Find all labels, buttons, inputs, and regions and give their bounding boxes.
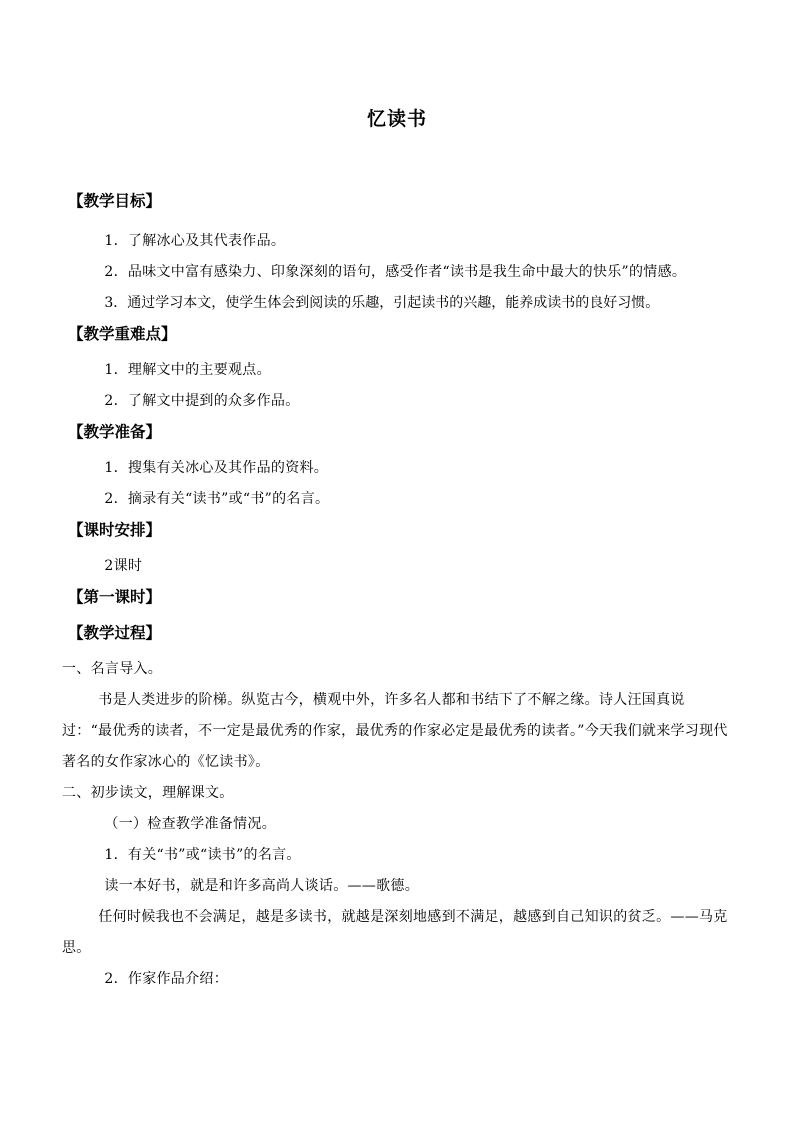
process-quote2: 任何时候我也不会满足，越是多读书，就越是深刻地感到不满足，越感到自己知识的贫乏。——马克思。 [62,909,728,956]
schedule-text: 2课时 [104,558,143,574]
section-heading-goals: 【教学目标】 [68,192,162,210]
key-point-item-1: 1．理解文中的主要观点。 [104,362,271,378]
section-heading-first-lesson: 【第一课时】 [68,588,162,606]
goal-item-3: 3．通过学习本文，使学生体会到阅读的乐趣，引起读书的兴趣，能养成读书的良好习惯。 [104,295,660,311]
section-heading-preparation: 【教学准备】 [68,423,162,441]
process-quote1: 读一本好书，就是和许多高尚人谈话。——歌德。 [104,878,419,894]
key-point-item-2: 2．了解文中提到的众多作品。 [104,393,300,409]
document-body [62,186,732,995]
preparation-item-1: 1．搜集有关冰心及其作品的资料。 [104,460,329,476]
section-heading-process: 【教学过程】 [68,624,162,642]
section-heading-key-points: 【教学重难点】 [68,325,177,343]
process-item2: 2．作家作品介绍： [104,971,228,987]
section-heading-schedule: 【课时安排】 [68,521,162,539]
process-sub1: （一）检查教学准备情况。 [104,816,276,832]
goal-item-1: 1．了解冰心及其代表作品。 [104,233,286,249]
document-title: 忆读书 [366,108,427,130]
process-item1: 1．有关“书”或“读书”的名言。 [104,847,301,863]
process-part1-title: 一、名言导入。 [62,661,163,677]
process-part1-text: 书是人类进步的阶梯。纵览古今，横观中外，许多名人都和书结下了不解之缘。诗人汪国真说过：“最优秀的读者，不一定是最优秀的作家，最优秀的作家必定是最优秀的读者。”今天我们就来学习现代著名的女作家冰心的《忆读书》。 [62,692,728,770]
process-part2-title: 二、初步读文，理解课文。 [62,785,234,801]
goal-item-2: 2．品味文中富有感染力、印象深刻的语句，感受作者“读书是我生命中最大的快乐”的情感。 [104,264,687,280]
preparation-item-2: 2．摘录有关“读书”或“书”的名言。 [104,491,330,507]
